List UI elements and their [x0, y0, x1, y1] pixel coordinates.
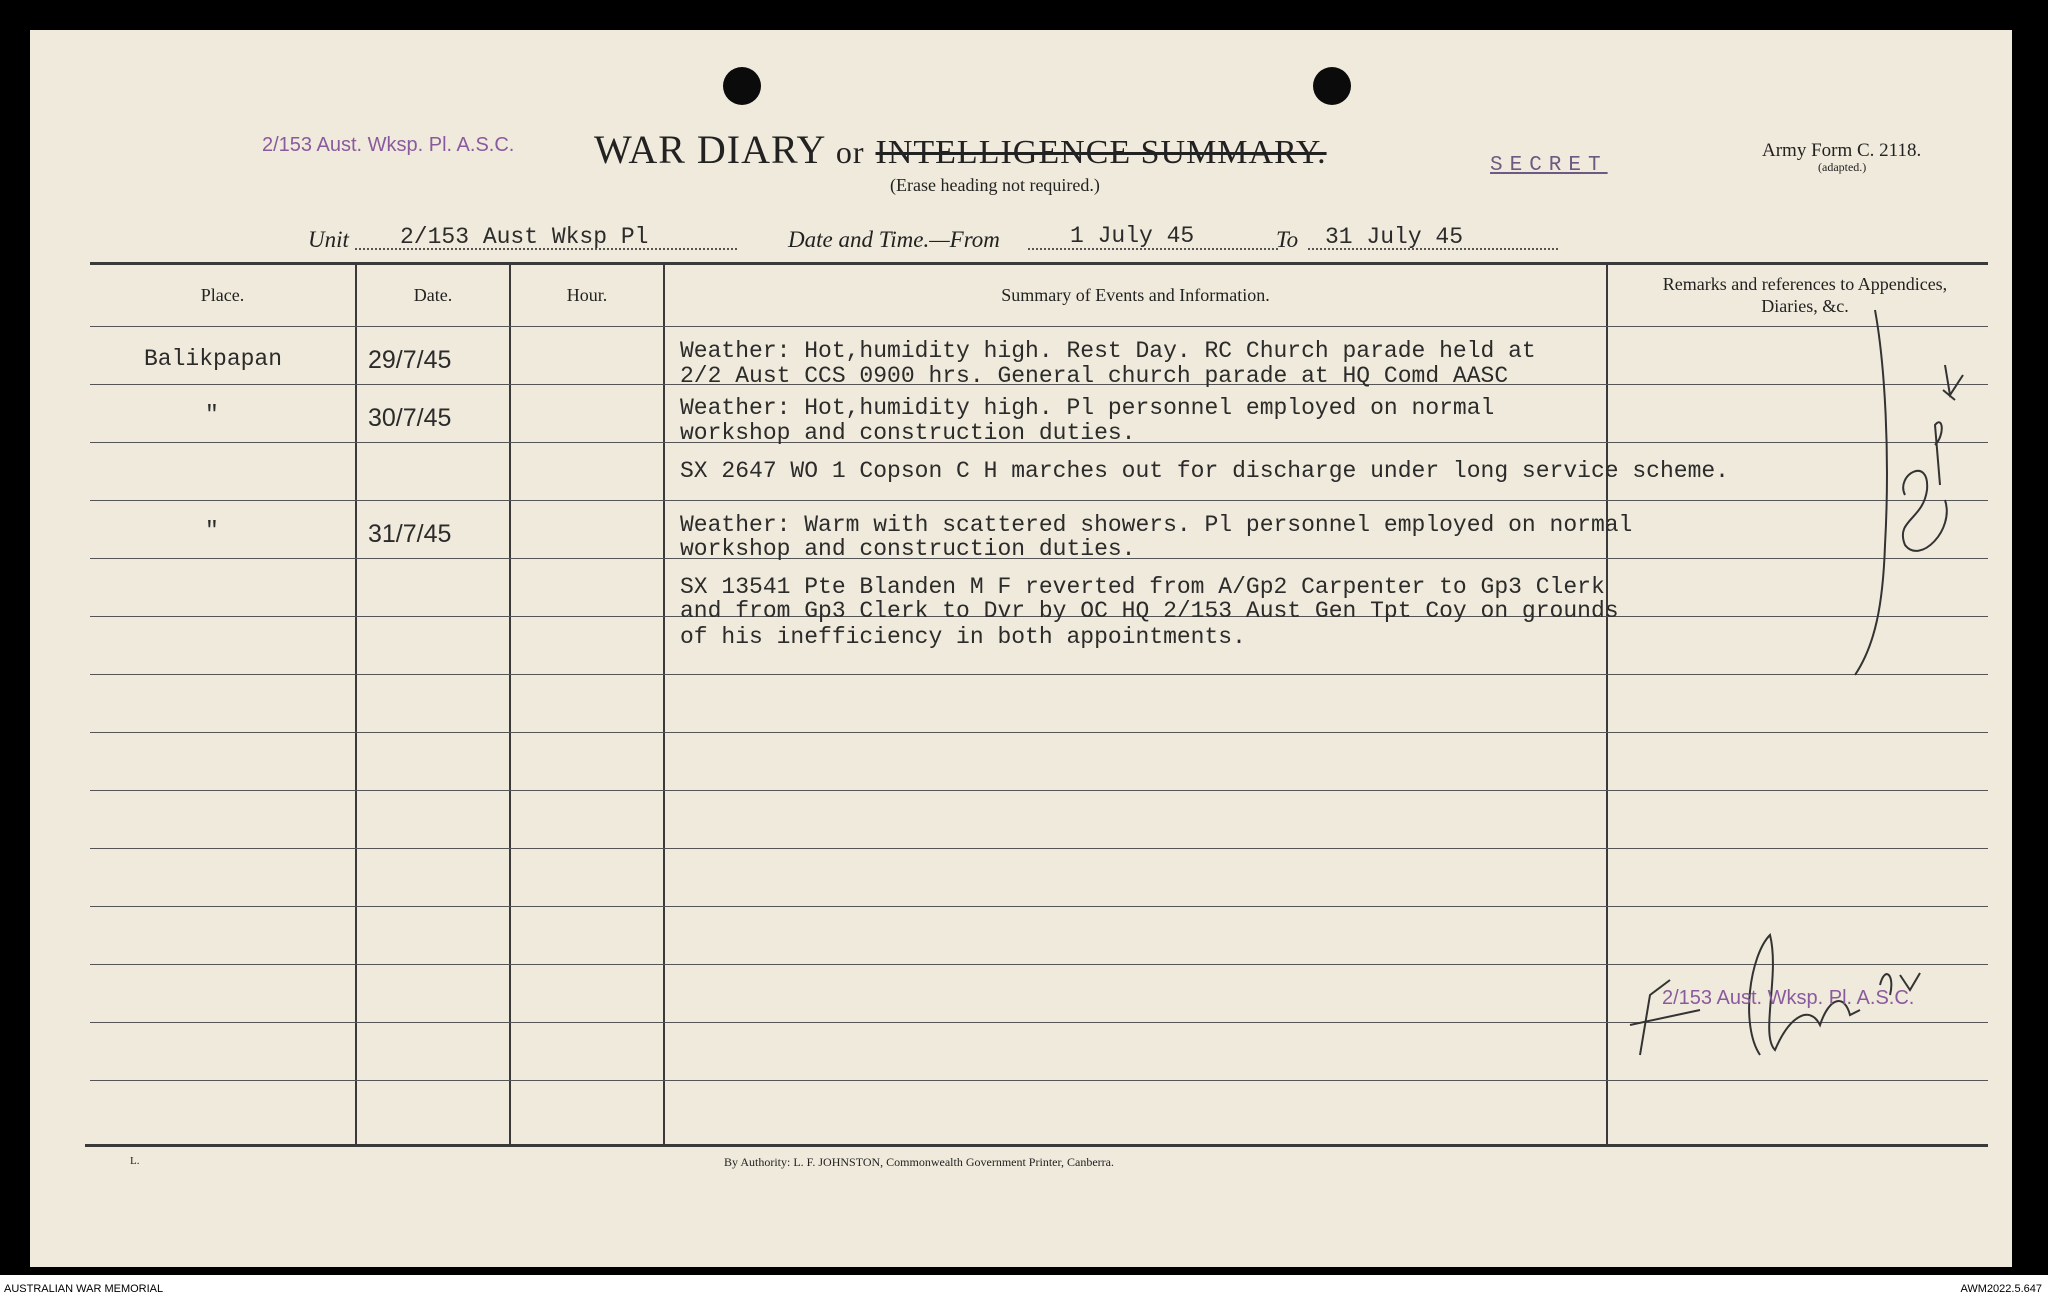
date-from-value: 1 July 45 — [1070, 223, 1195, 249]
entry-line: workshop and construction duties. — [680, 420, 1136, 446]
title-or: or — [835, 134, 865, 170]
ruled-line — [90, 500, 1988, 501]
ruled-line — [90, 1080, 1988, 1081]
title-intelligence-summary-struck: INTELLIGENCE SUMMARY. — [875, 134, 1327, 171]
entry-place: Balikpapan — [144, 346, 283, 372]
entry-line: Weather: Warm with scattered showers. Pl personnel employed on normal — [680, 512, 1633, 538]
entry-date: 30/7/45 — [368, 404, 452, 432]
unit-value: 2/153 Aust Wksp Pl — [400, 224, 649, 250]
printer-authority: By Authority: L. F. JOHNSTON, Commonwealth Government Printer, Canberra. — [724, 1155, 1114, 1169]
entry-line: and from Gp3 Clerk to Dvr by OC HQ 2/153 Aust Gen Tpt Coy on grounds — [680, 598, 1619, 624]
form-subtitle: (Erase heading not required.) — [890, 175, 1100, 195]
column-divider-place-date — [355, 264, 357, 1144]
bottom-unit-stamp: 2/153 Aust. Wksp. Pl. A.S.C. — [1662, 987, 1915, 1009]
entry-line: workshop and construction duties. — [680, 536, 1136, 562]
column-divider-date-hour — [509, 264, 511, 1144]
table-top-rule — [90, 262, 1988, 265]
footer-left-mark: L. — [130, 1155, 140, 1167]
table-bottom-rule — [85, 1144, 1988, 1147]
col-header-summary: Summary of Events and Information. — [1001, 285, 1270, 305]
entry-line: Weather: Hot,humidity high. Rest Day. RC Church parade held at — [680, 338, 1536, 364]
punch-hole-left — [723, 67, 761, 105]
unit-label: Unit — [308, 227, 349, 252]
date-to-label: To — [1276, 227, 1299, 252]
entry-place-ditto: " — [205, 402, 219, 428]
entry-line: 2/2 Aust CCS 0900 hrs. General church parade at HQ Comd AASC — [680, 363, 1509, 389]
credit-right: AWM2022.5.647 — [1960, 1283, 2042, 1295]
punch-hole-right — [1313, 67, 1351, 105]
army-form-adapted: (adapted.) — [1818, 160, 1867, 174]
war-diary-sheet — [30, 30, 2012, 1267]
secret-stamp: SECRET — [1490, 154, 1608, 177]
credit-bar — [0, 1275, 2048, 1309]
entry-line: Weather: Hot,humidity high. Pl personnel employed on normal — [680, 395, 1495, 421]
entry-line: SX 2647 WO 1 Copson C H marches out for discharge under long service scheme. — [680, 458, 1729, 484]
date-time-label: Date and Time.—From — [788, 227, 1000, 252]
army-form-number: Army Form C. 2118. — [1762, 140, 1922, 161]
ruled-line — [90, 848, 1988, 849]
entry-line: SX 13541 Pte Blanden M F reverted from A/Gp2 Carpenter to Gp3 Clerk — [680, 574, 1605, 600]
title-war-diary: WAR DIARY — [594, 127, 825, 172]
column-divider-summary-remarks — [1606, 264, 1608, 1144]
col-header-place: Place. — [200, 285, 245, 305]
col-header-remarks: Remarks and references to Appendices, Diaries, &c. — [1662, 274, 1948, 316]
date-to-value: 31 July 45 — [1325, 224, 1464, 250]
column-divider-hour-summary — [663, 264, 665, 1144]
handwritten-signature-margin — [1835, 305, 1985, 685]
col-header-hour: Hour. — [566, 285, 608, 305]
ruled-line — [90, 732, 1988, 733]
entry-line: of his inefficiency in both appointments. — [680, 624, 1246, 650]
ruled-line — [90, 906, 1988, 907]
ruled-line — [90, 790, 1988, 791]
form-title — [594, 126, 1327, 173]
credit-left: AUSTRALIAN WAR MEMORIAL — [4, 1283, 164, 1295]
ruled-line — [90, 674, 1988, 675]
entry-date: 31/7/45 — [368, 520, 452, 548]
entry-place-ditto: " — [205, 518, 219, 544]
col-header-date: Date. — [413, 285, 453, 305]
ruled-line — [90, 326, 1988, 327]
entry-date: 29/7/45 — [368, 346, 452, 374]
unit-stamp: 2/153 Aust. Wksp. Pl. A.S.C. — [262, 134, 515, 156]
